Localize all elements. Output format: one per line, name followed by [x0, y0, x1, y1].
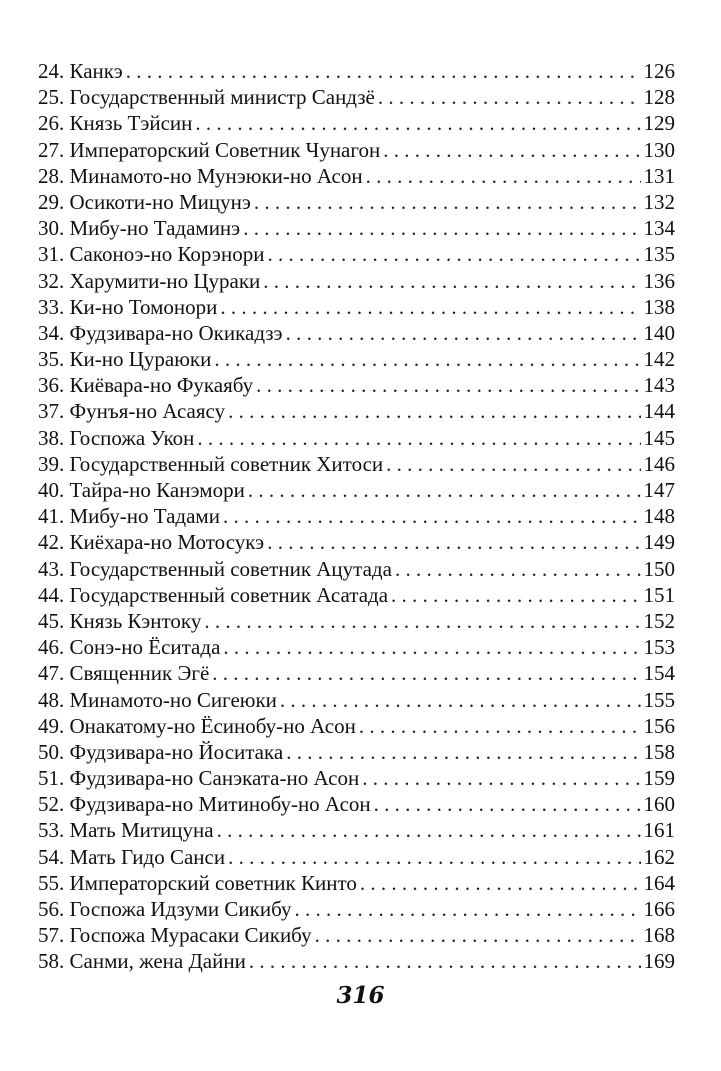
toc-entry-title: 29. Осикоти-но Мицунэ	[38, 189, 251, 214]
toc-entry-title: 33. Ки-но Томонори	[38, 294, 218, 319]
toc-entry-page: 161	[643, 818, 675, 843]
toc-entry-page: 164	[643, 870, 675, 895]
toc-entry-title: 48. Минамото-но Сигеюки	[38, 687, 277, 712]
toc-entry	[38, 477, 675, 503]
toc-entry	[38, 948, 675, 974]
toc-entry-title: 50. Фудзивара-но Йоситака	[38, 739, 284, 764]
dot-leader	[315, 922, 641, 948]
toc-entry-title: 38. Госпожа Укон	[38, 425, 195, 450]
dot-leader	[286, 739, 640, 765]
dot-leader	[395, 556, 641, 582]
dot-leader	[248, 477, 641, 503]
dot-leader	[214, 346, 640, 372]
toc-entry-page: 156	[643, 713, 675, 738]
toc-entry	[38, 398, 675, 424]
toc-entry-title: 43. Государственный советник Ацутада	[38, 556, 392, 581]
toc-entry-page: 152	[643, 608, 675, 633]
dot-leader	[220, 294, 640, 320]
toc-entry	[38, 817, 675, 843]
toc-entry-page: 144	[643, 399, 675, 424]
toc-entry-page: 149	[643, 530, 675, 555]
toc-entry-title: 52. Фудзивара-но Митинобу-но Асон	[38, 792, 371, 817]
toc-entry-title: 35. Ки-но Цураюки	[38, 347, 212, 372]
toc-entry-page: 126	[643, 59, 675, 83]
dot-leader	[254, 189, 641, 215]
toc-entry-title: 44. Государственный советник Асатада	[38, 582, 389, 607]
toc-entry-page: 140	[643, 320, 675, 345]
toc-entry-page: 166	[643, 897, 675, 921]
toc-entry-page: 150	[643, 556, 675, 581]
toc-entry	[38, 896, 675, 922]
toc-entry-title: 24. Канкэ	[38, 59, 123, 83]
toc-entry-title: 39. Государственный советник Хитоси	[38, 451, 384, 476]
toc-entry-page: 168	[643, 923, 675, 948]
dot-leader	[217, 817, 641, 843]
toc-entry-page: 169	[643, 949, 675, 974]
toc-entry-page: 155	[643, 687, 675, 712]
toc-entry	[38, 346, 675, 372]
toc-entry	[38, 870, 675, 896]
toc-entry	[38, 503, 675, 529]
toc-entry-page: 162	[643, 844, 675, 869]
toc-entry	[38, 844, 675, 870]
toc-entry-title: 28. Минамото-но Мунэюки-но Асон	[38, 163, 363, 188]
toc-entry-title: 30. Мибу-но Тадаминэ	[38, 216, 241, 241]
toc-entry-title: 36. Киёвара-но Фукаябу	[38, 373, 254, 398]
toc-entry-title: 58. Санми, жена Дайни	[38, 949, 246, 974]
dot-leader	[228, 844, 640, 870]
dot-leader	[294, 896, 640, 922]
toc-entry-title: 40. Тайра-но Канэмори	[38, 478, 245, 502]
toc-entry-title: 53. Мать Митицуна	[38, 818, 214, 843]
dot-leader	[263, 268, 640, 294]
toc-entry	[38, 608, 675, 634]
toc-entry-page: 160	[643, 792, 675, 817]
toc-entry-page: 131	[643, 163, 675, 188]
toc-entry-page: 158	[643, 739, 675, 764]
toc-entry-page: 153	[643, 635, 675, 660]
toc-entry	[38, 451, 675, 477]
toc-entry-page: 128	[643, 85, 675, 110]
toc-entry	[38, 765, 675, 791]
toc-entry	[38, 58, 675, 84]
toc-entry-page: 134	[643, 216, 675, 241]
dot-leader	[360, 870, 641, 896]
dot-leader	[280, 687, 641, 713]
toc-entry	[38, 713, 675, 739]
toc-entry-title: 32. Харумити-но Цураки	[38, 268, 261, 293]
toc-entry-title: 42. Киёхара-но Мотосукэ	[38, 530, 265, 555]
toc-entry	[38, 372, 675, 398]
dot-leader	[374, 791, 641, 817]
toc-entry-title: 54. Мать Гидо Санси	[38, 844, 226, 869]
toc-entry-title: 31. Саконоэ-но Корэнори	[38, 242, 265, 267]
toc-entry	[38, 634, 675, 660]
dot-leader	[243, 215, 640, 241]
toc-entry-title: 56. Госпожа Идзуми Сикибу	[38, 897, 292, 921]
toc-entry	[38, 189, 675, 215]
toc-entry	[38, 294, 675, 320]
dot-leader	[212, 660, 640, 686]
toc-entry-page: 138	[643, 294, 675, 319]
toc-entry-title: 55. Императорский советник Кинто	[38, 870, 357, 895]
dot-leader	[366, 163, 641, 189]
toc-entry-page: 142	[643, 347, 675, 372]
dot-leader	[223, 634, 640, 660]
toc-entry-title: 37. Фунъя-но Асаясу	[38, 399, 226, 424]
toc-entry-page: 151	[643, 582, 675, 607]
toc-entry	[38, 529, 675, 555]
dot-leader	[267, 241, 640, 267]
toc-entry-page: 145	[643, 425, 675, 450]
dot-leader	[126, 58, 641, 84]
toc-entry	[38, 582, 675, 608]
dot-leader	[286, 320, 641, 346]
toc-entry	[38, 163, 675, 189]
toc-entry	[38, 556, 675, 582]
toc-entry-title: 27. Императорский Советник Чунагон	[38, 137, 381, 162]
toc-entry-page: 136	[643, 268, 675, 293]
dot-leader	[195, 110, 640, 136]
page-number: 316	[336, 982, 385, 1009]
dot-leader	[249, 948, 641, 974]
toc-entry	[38, 791, 675, 817]
toc-entry	[38, 84, 675, 110]
toc-entry-title: 47. Священник Эгё	[38, 661, 210, 686]
dot-leader	[204, 608, 640, 634]
table-of-contents	[38, 58, 675, 975]
toc-entry	[38, 110, 675, 136]
toc-entry	[38, 137, 675, 163]
toc-entry-title: 25. Государственный министр Сандзё	[38, 85, 375, 110]
dot-leader	[383, 137, 640, 163]
toc-entry-title: 34. Фудзивара-но Окикадзэ	[38, 320, 283, 345]
toc-entry-page: 148	[643, 504, 675, 529]
toc-entry-page: 146	[643, 451, 675, 476]
toc-entry-title: 26. Князь Тэйсин	[38, 111, 193, 136]
dot-leader	[391, 582, 640, 608]
toc-entry-page: 129	[643, 111, 675, 136]
dot-leader	[359, 713, 641, 739]
dot-leader	[386, 451, 640, 477]
toc-entry	[38, 268, 675, 294]
toc-entry-title: 45. Князь Кэнтоку	[38, 608, 202, 633]
dot-leader	[378, 84, 641, 110]
toc-entry-title: 57. Госпожа Мурасаки Сикибу	[38, 923, 312, 948]
toc-entry-page: 159	[643, 766, 675, 791]
toc-entry-page: 154	[643, 661, 675, 686]
toc-entry	[38, 660, 675, 686]
toc-entry	[38, 320, 675, 346]
toc-entry	[38, 425, 675, 451]
dot-leader	[267, 529, 640, 555]
toc-entry	[38, 215, 675, 241]
toc-entry-title: 49. Онакатому-но Ёсинобу-но Асон	[38, 713, 356, 738]
toc-entry	[38, 687, 675, 713]
toc-entry-page: 130	[643, 137, 675, 162]
toc-entry	[38, 739, 675, 765]
toc-entry-page: 135	[643, 242, 675, 267]
dot-leader	[228, 398, 640, 424]
toc-entry-title: 41. Мибу-но Тадами	[38, 504, 220, 529]
toc-entry-page: 147	[643, 478, 675, 502]
toc-entry-page: 132	[643, 189, 675, 214]
toc-entry-title: 51. Фудзивара-но Санэката-но Асон	[38, 766, 360, 791]
dot-leader	[362, 765, 640, 791]
dot-leader	[256, 372, 640, 398]
toc-entry-title: 46. Сонэ-но Ёситада	[38, 635, 221, 660]
toc-entry	[38, 922, 675, 948]
toc-entry	[38, 241, 675, 267]
dot-leader	[223, 503, 641, 529]
toc-entry-page: 143	[643, 373, 675, 398]
dot-leader	[197, 425, 640, 451]
